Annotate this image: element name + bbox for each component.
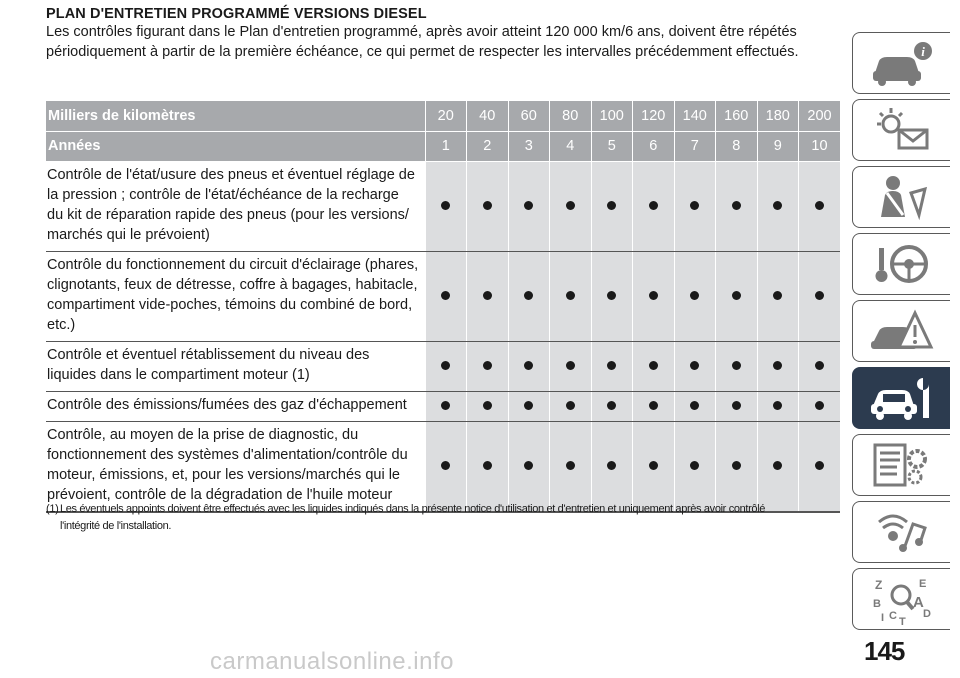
km-value: 40	[467, 101, 509, 131]
year-value: 1	[425, 131, 467, 161]
interval-cell	[716, 421, 758, 512]
check-dot	[773, 361, 782, 370]
interval-cell	[508, 391, 550, 421]
interval-cell	[799, 421, 841, 512]
tab-safety[interactable]	[852, 166, 950, 228]
check-dot	[441, 201, 450, 210]
maintenance-table	[46, 101, 840, 513]
check-dot	[690, 361, 699, 370]
watermark: carmanualsonline.info	[210, 648, 454, 675]
svg-text:C: C	[888, 610, 897, 622]
interval-cell	[425, 251, 467, 341]
tab-alphabetical-index[interactable]	[852, 568, 950, 630]
check-dot	[483, 361, 492, 370]
check-dot	[732, 401, 741, 410]
check-dot	[690, 401, 699, 410]
steering-key-icon	[867, 238, 937, 290]
check-dot	[524, 201, 533, 210]
tab-starting-driving[interactable]	[852, 233, 950, 295]
year-value: 10	[799, 131, 841, 161]
interval-cell	[674, 341, 716, 391]
chapter-tabs	[852, 32, 950, 635]
check-dot	[524, 401, 533, 410]
year-value: 6	[633, 131, 675, 161]
safety-seatbelt-icon	[867, 171, 937, 223]
check-dot	[483, 291, 492, 300]
tab-technical-specs[interactable]	[852, 434, 950, 496]
check-dot	[773, 201, 782, 210]
check-dot	[649, 401, 658, 410]
svg-text:T: T	[898, 616, 906, 625]
km-value: 160	[716, 101, 758, 131]
tab-maintenance[interactable]	[852, 367, 950, 429]
check-dot	[566, 361, 575, 370]
check-dot	[607, 461, 616, 470]
svg-text:B: B	[872, 598, 881, 610]
check-label: Contrôle, au moyen de la prise de diagnostic, du fonctionnement des systèmes d'alimentation/contrôle du moteur, émissions, et, pour les versions/marchés qui le prévoient, contrôle de la dégradation de l'huile moteur	[46, 421, 425, 512]
interval-cell	[591, 161, 633, 251]
alphabetical-index-icon	[867, 573, 937, 625]
check-dot	[815, 361, 824, 370]
tab-warning-lights[interactable]	[852, 99, 950, 161]
km-value: 120	[633, 101, 675, 131]
check-dot	[815, 291, 824, 300]
interval-cell	[674, 391, 716, 421]
emergency-triangle-icon	[867, 305, 937, 357]
interval-cell	[550, 341, 592, 391]
interval-cell	[508, 421, 550, 512]
interval-cell	[508, 341, 550, 391]
interval-cell	[633, 251, 675, 341]
check-dot	[607, 361, 616, 370]
section-intro: Les contrôles figurant dans le Plan d'entretien programmé, après avoir atteint 120 000 km/6 ans, doivent être répétés périodiquement à partir de la première échéance, ce qui permet de respecter les intervalles précédemment effectués.	[46, 24, 799, 60]
check-dot	[773, 401, 782, 410]
interval-cell	[425, 161, 467, 251]
km-value: 80	[550, 101, 592, 131]
years-header-row	[46, 131, 840, 161]
km-value: 100	[591, 101, 633, 131]
km-value: 60	[508, 101, 550, 131]
check-dot	[441, 361, 450, 370]
km-header-row	[46, 101, 840, 131]
interval-cell	[550, 391, 592, 421]
table-row	[46, 251, 840, 341]
check-dot	[815, 461, 824, 470]
spec-sheet-gears-icon	[867, 439, 937, 491]
interval-cell	[591, 391, 633, 421]
tab-vehicle-info[interactable]	[852, 32, 950, 94]
check-dot	[524, 461, 533, 470]
interval-cell	[591, 341, 633, 391]
check-label: Contrôle du fonctionnement du circuit d'éclairage (phares, clignotants, feux de détresse, coffre à bagages, habitacle, compartiment vide-poches, témoins du combiné de bord, etc.)	[46, 251, 425, 341]
footnote	[46, 501, 836, 535]
interval-cell	[508, 161, 550, 251]
check-dot	[690, 291, 699, 300]
check-dot	[607, 291, 616, 300]
interval-cell	[550, 421, 592, 512]
check-dot	[649, 201, 658, 210]
interval-cell	[591, 421, 633, 512]
check-dot	[732, 291, 741, 300]
year-value: 5	[591, 131, 633, 161]
interval-cell	[425, 391, 467, 421]
year-value: 4	[550, 131, 592, 161]
interval-cell	[425, 341, 467, 391]
interval-cell	[633, 161, 675, 251]
check-label: Contrôle de l'état/usure des pneus et éventuel réglage de la pression ; contrôle de l'état/échéance de la recharge du kit de réparation rapide des pneus (pour les versions/ marchés qui le prévoient)	[46, 161, 425, 251]
interval-cell	[467, 341, 509, 391]
warning-lights-icon	[867, 104, 937, 156]
interval-cell	[716, 251, 758, 341]
interval-cell	[674, 161, 716, 251]
check-dot	[815, 401, 824, 410]
table-row	[46, 341, 840, 391]
check-dot	[732, 461, 741, 470]
check-dot	[815, 201, 824, 210]
footnote-line-2: l'intégrité de l'installation.	[60, 520, 172, 532]
check-dot	[441, 461, 450, 470]
multimedia-icon	[867, 506, 937, 558]
check-dot	[649, 461, 658, 470]
check-dot	[649, 361, 658, 370]
interval-cell	[716, 391, 758, 421]
svg-text:D: D	[922, 608, 931, 620]
year-value: 2	[467, 131, 509, 161]
section-title: PLAN D'ENTRETIEN PROGRAMMÉ VERSIONS DIESEL	[46, 6, 427, 22]
km-value: 140	[674, 101, 716, 131]
check-dot	[566, 291, 575, 300]
footnote-ref: (1)	[46, 503, 59, 515]
footnote-line-1: Les éventuels appoints doivent être effectués avec les liquides indiqués dans la présente notice d'utilisation et d'entretien et uniquement après avoir contrôlé	[60, 503, 766, 515]
interval-cell	[550, 251, 592, 341]
year-value: 8	[716, 131, 758, 161]
interval-cell	[550, 161, 592, 251]
svg-text:E: E	[918, 578, 926, 590]
table-row	[46, 161, 840, 251]
svg-text:i: i	[920, 44, 925, 59]
interval-cell	[799, 341, 841, 391]
interval-cell	[799, 161, 841, 251]
interval-cell	[799, 251, 841, 341]
tab-multimedia[interactable]	[852, 501, 950, 563]
interval-cell	[716, 341, 758, 391]
svg-text:Z: Z	[874, 578, 882, 592]
interval-cell	[633, 391, 675, 421]
interval-cell	[716, 161, 758, 251]
car-wrench-icon	[867, 372, 937, 424]
check-dot	[441, 401, 450, 410]
km-header-label: Milliers de kilomètres	[46, 101, 425, 131]
check-label: Contrôle des émissions/fumées des gaz d'échappement	[46, 391, 425, 421]
interval-cell	[467, 161, 509, 251]
check-label: Contrôle et éventuel rétablissement du niveau des liquides dans le compartiment moteur (1)	[46, 341, 425, 391]
svg-text:I: I	[880, 612, 884, 624]
interval-cell	[467, 251, 509, 341]
interval-cell	[467, 421, 509, 512]
km-value: 180	[757, 101, 799, 131]
table-row	[46, 391, 840, 421]
interval-cell	[674, 251, 716, 341]
check-dot	[483, 401, 492, 410]
page-number: 145	[864, 636, 905, 666]
check-dot	[607, 201, 616, 210]
interval-cell	[508, 251, 550, 341]
svg-text:A: A	[912, 594, 924, 611]
check-dot	[690, 201, 699, 210]
check-dot	[524, 361, 533, 370]
interval-cell	[757, 161, 799, 251]
year-value: 7	[674, 131, 716, 161]
interval-cell	[757, 251, 799, 341]
interval-cell	[467, 391, 509, 421]
interval-cell	[674, 421, 716, 512]
check-dot	[773, 461, 782, 470]
km-value: 200	[799, 101, 841, 131]
check-dot	[524, 291, 533, 300]
interval-cell	[757, 421, 799, 512]
interval-cell	[757, 341, 799, 391]
table-row	[46, 421, 840, 512]
check-dot	[732, 201, 741, 210]
check-dot	[773, 291, 782, 300]
check-dot	[566, 401, 575, 410]
check-dot	[732, 361, 741, 370]
check-dot	[607, 401, 616, 410]
year-value: 9	[757, 131, 799, 161]
check-dot	[566, 461, 575, 470]
interval-cell	[757, 391, 799, 421]
interval-cell	[633, 341, 675, 391]
interval-cell	[633, 421, 675, 512]
km-value: 20	[425, 101, 467, 131]
car-info-icon	[867, 37, 937, 89]
interval-cell	[591, 251, 633, 341]
check-dot	[690, 461, 699, 470]
tab-emergency[interactable]	[852, 300, 950, 362]
check-dot	[483, 461, 492, 470]
years-header-label: Années	[46, 131, 425, 161]
check-dot	[566, 201, 575, 210]
check-dot	[441, 291, 450, 300]
interval-cell	[799, 391, 841, 421]
year-value: 3	[508, 131, 550, 161]
check-dot	[649, 291, 658, 300]
check-dot	[483, 201, 492, 210]
interval-cell	[425, 421, 467, 512]
